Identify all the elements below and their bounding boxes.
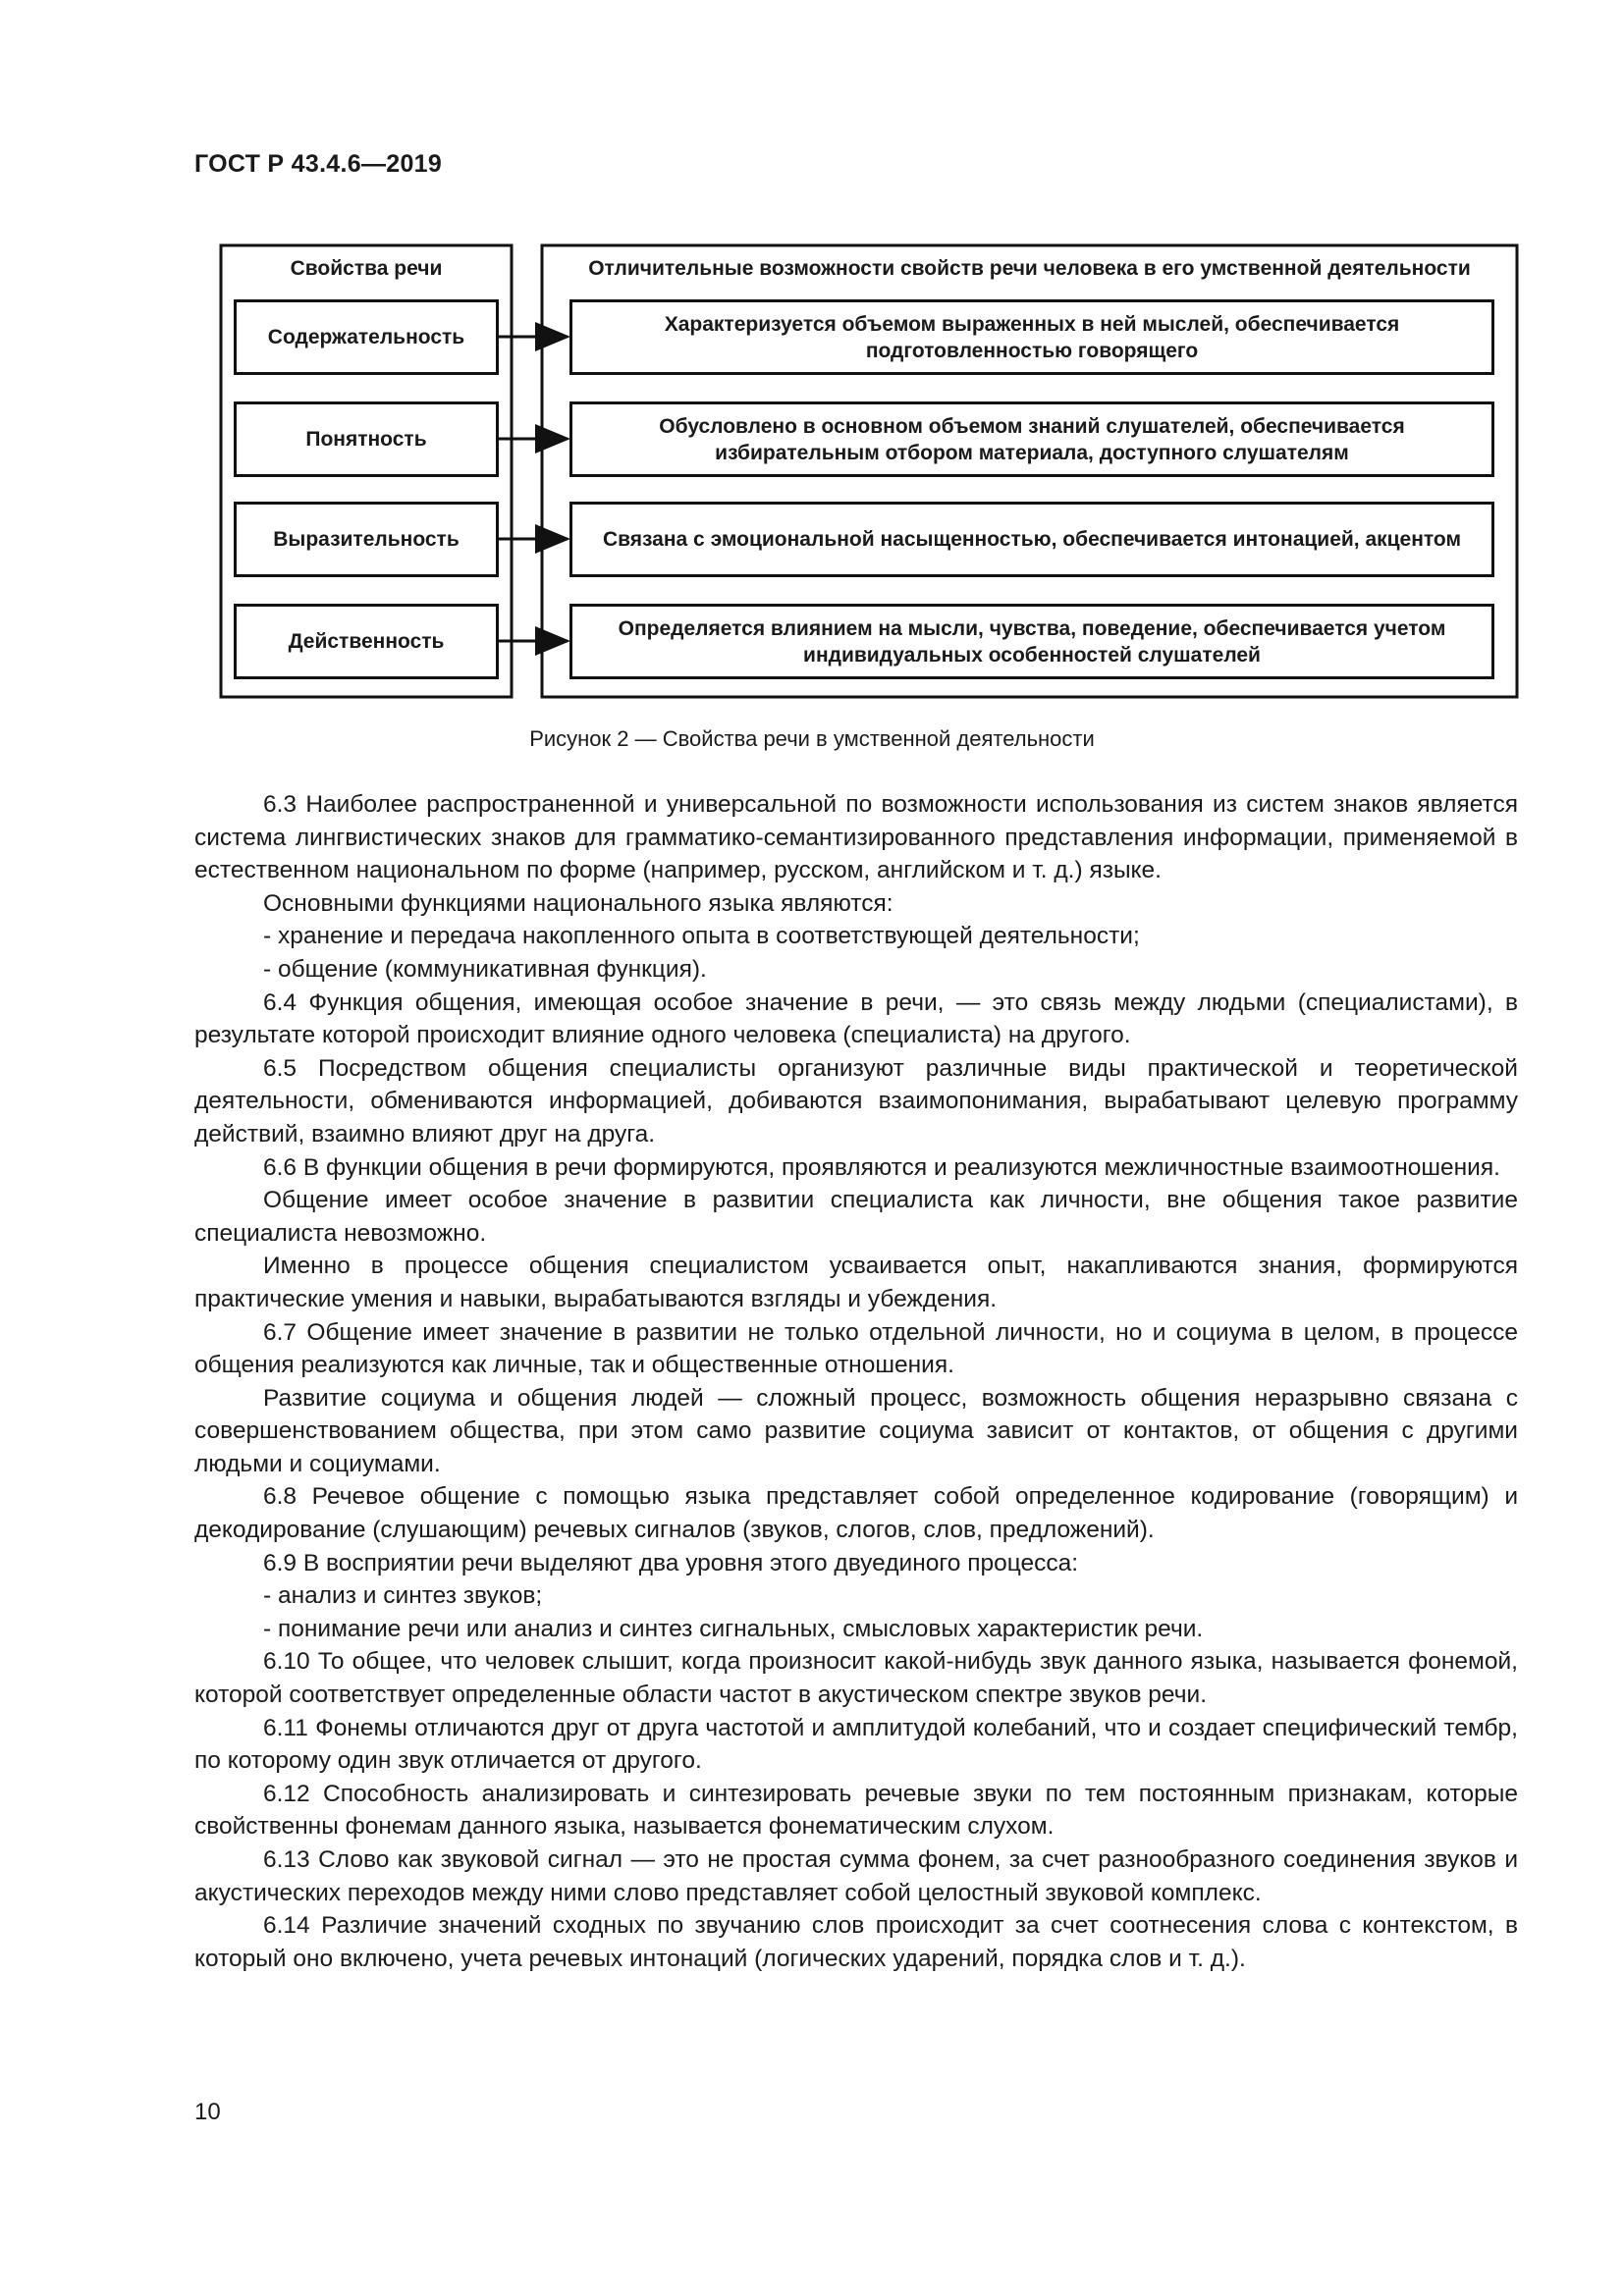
list-item: - понимание речи или анализ и синтез сигнальных, смысловых характеристик речи.	[263, 1615, 1204, 1642]
figure-left-title: Свойства речи	[290, 257, 443, 280]
paragraph-6-9: 6.9 В восприятии речи выделяют два уровня этого двуединого процесса:	[263, 1549, 1079, 1576]
body-text	[194, 788, 1518, 1975]
description-box-3: Связана с эмоциональной насыщенностью, обеспечивается интонацией, акцентом	[569, 502, 1494, 577]
paragraph: Общение имеет особое значение в развитии специалиста как личности, вне общения такое развитие специалиста невозможно.	[194, 1187, 1518, 1247]
paragraph-6-4: 6.4 Функция общения, имеющая особое значение в речи, — это связь между людьми (специалистами), в результате которой происходит влияние одного человека (специалиста) на другого.	[194, 988, 1518, 1049]
paragraph: Развитие социума и общения людей — сложный процесс, возможность общения неразрывно связана с совершенствованием общества, при этом само развитие социума зависит от контактов, от общения с другими людьми и социумами.	[194, 1384, 1518, 1477]
paragraph-6-12: 6.12 Способность анализировать и синтезировать речевые звуки по тем постоянным признакам, которые свойственны фонемам данного языка, называется фонематическим слухом.	[194, 1780, 1518, 1841]
property-box-3: Выразительность	[234, 502, 499, 577]
paragraph-6-10: 6.10 То общее, что человек слышит, когда произносит какой-нибудь звук данного языка, называется фонемой, которой соответствует определенные области частот в акустическом спектре звуков речи.	[194, 1648, 1518, 1709]
paragraph-6-6: 6.6 В функции общения в речи формируются, проявляются и реализуются межличностные взаимоотношения.	[263, 1153, 1500, 1181]
property-box-1: Содержательность	[234, 299, 499, 375]
property-box-2: Понятность	[234, 401, 499, 477]
paragraph-6-5: 6.5 Посредством общения специалисты организуют различные виды практической и теоретической деятельности, обмениваются информацией, добиваются взаимопонимания, вырабатывают целевую программу действий, взаимно влияют друг на друга.	[194, 1054, 1518, 1148]
property-box-4: Действенность	[234, 604, 499, 679]
list-item: - хранение и передача накопленного опыта в соответствующей деятельности;	[263, 923, 1140, 950]
paragraph-6-14: 6.14 Различие значений сходных по звучанию слов происходит за счет соотнесения слова с контекстом, в который оно включено, учета речевых интонаций (логических ударений, порядка слов и т. д.).	[194, 1912, 1518, 1972]
paragraph: Именно в процессе общения специалистом усваивается опыт, накапливаются знания, формируются практические умения и навыки, вырабатываются взгляды и убеждения.	[194, 1253, 1518, 1312]
figure-speech-properties	[0, 0, 1624, 707]
document-id-header: ГОСТ Р 43.4.6—2019	[194, 150, 443, 178]
description-box-4: Определяется влиянием на мысли, чувства, поведение, обеспечивается учетом индивидуальных особенностей слушателей	[569, 604, 1494, 679]
list-item: - анализ и синтез звуков;	[263, 1582, 543, 1610]
figure-caption: Рисунок 2 — Свойства речи в умственной деятельности	[529, 726, 1095, 751]
paragraph-6-3: 6.3 Наиболее распространенной и универсальной по возможности использования из систем знаков является система лингвистических знаков для грамматико-семантизированного представления информации, применяемой в естественном национальном по форме (например, русском, английском и т. д.) языке.	[194, 791, 1518, 884]
paragraph-6-7: 6.7 Общение имеет значение в развитии не только отдельной личности, но и социума в целом, в процессе общения реализуются как личные, так и общественные отношения.	[194, 1318, 1518, 1379]
description-box-2: Обусловлено в основном объемом знаний слушателей, обеспечивается избирательным отбором материала, доступного слушателям	[569, 401, 1494, 477]
paragraph: Основными функциями национального языка являются:	[263, 889, 893, 917]
page-number: 10	[194, 2099, 221, 2125]
figure-right-title: Отличительные возможности свойств речи человека в его умственной деятельности	[588, 257, 1471, 280]
description-box-1: Характеризуется объемом выраженных в ней мыслей, обеспечивается подготовленностью говорящего	[569, 299, 1494, 375]
paragraph-6-11: 6.11 Фонемы отличаются друг от друга частотой и амплитудой колебаний, что и создает специфический тембр, по которому один звук отличается от другого.	[194, 1714, 1518, 1775]
paragraph-6-8: 6.8 Речевое общение с помощью языка представляет собой определенное кодирование (говорящим) и декодирование (слушающим) речевых сигналов (звуков, слогов, слов, предложений).	[194, 1483, 1518, 1544]
paragraph-6-13: 6.13 Слово как звуковой сигнал — это не простая сумма фонем, за счет разнообразного соединения звуков и акустических переходов между ними слово представляет собой целостный звуковой комплекс.	[194, 1846, 1518, 1906]
list-item: - общение (коммуникативная функция).	[263, 955, 707, 983]
